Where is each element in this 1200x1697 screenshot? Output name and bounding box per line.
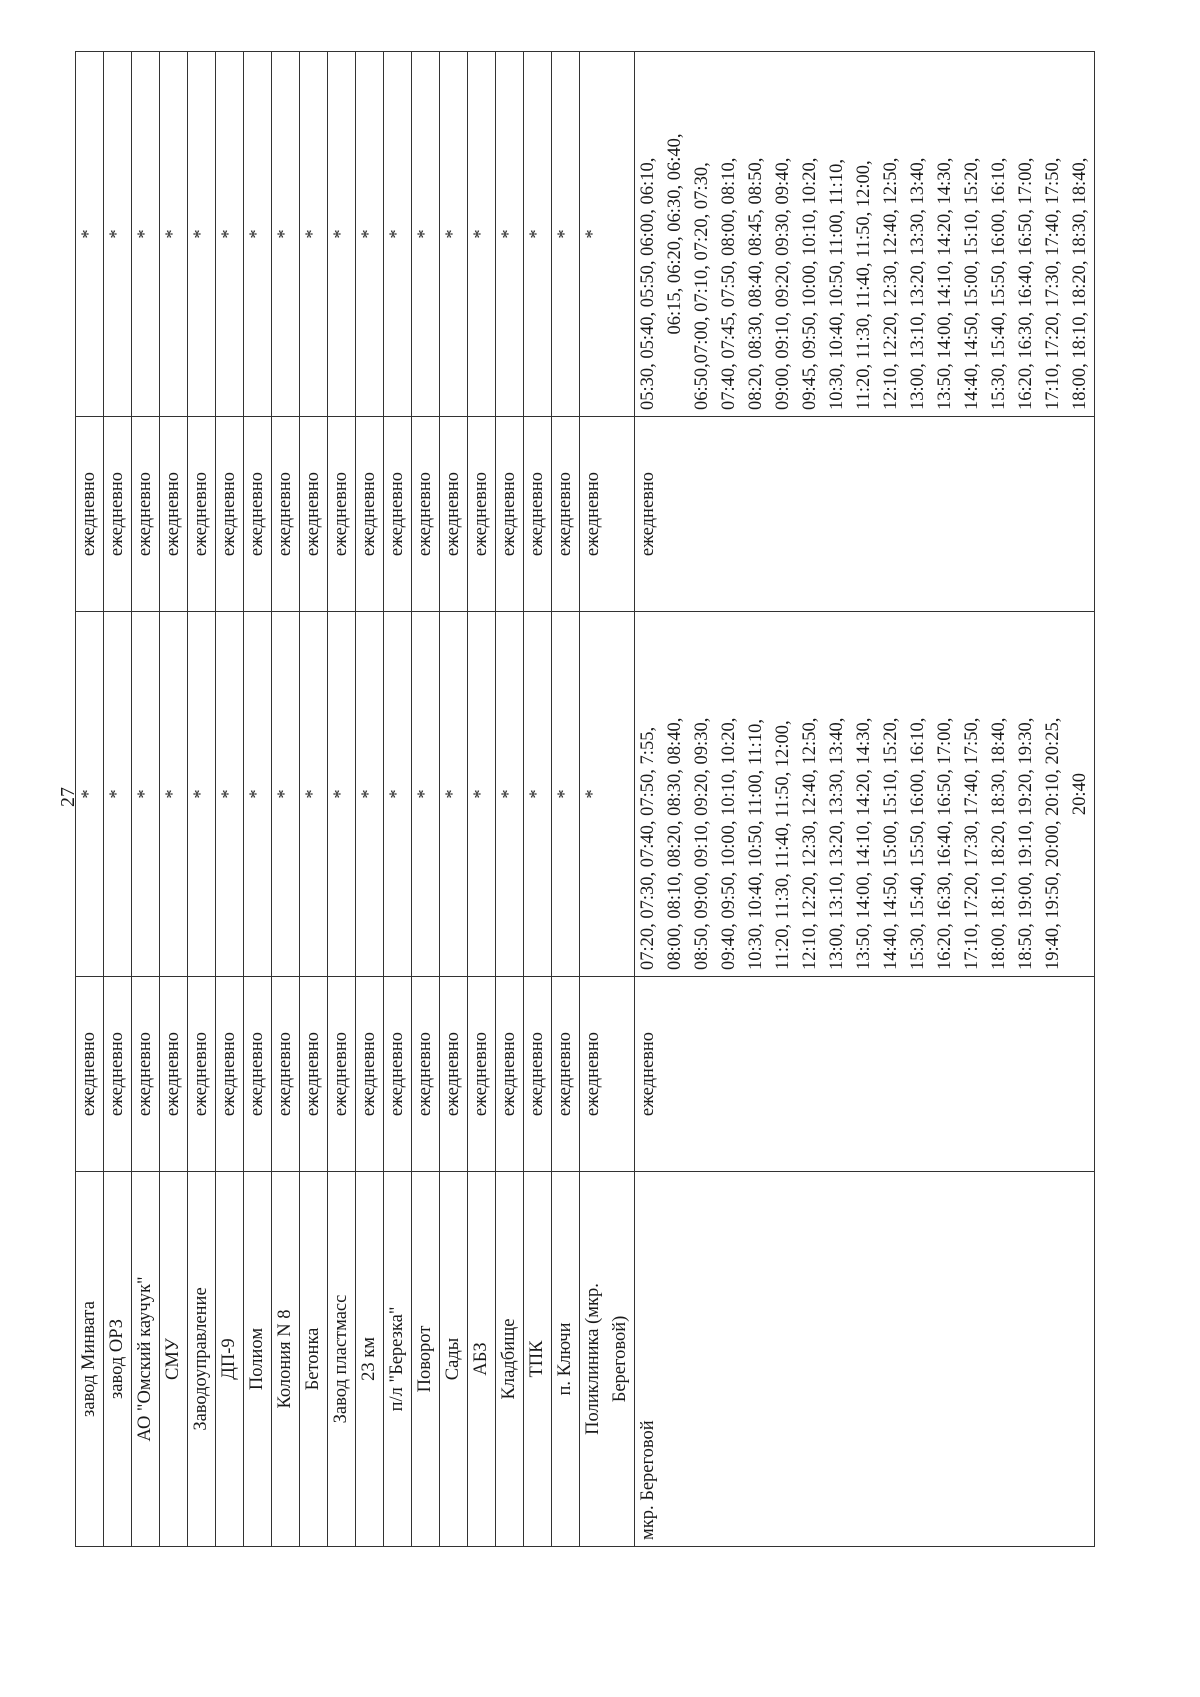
- table-row: [328, 52, 356, 1547]
- days-to: ежедневно: [160, 977, 188, 1172]
- time-line: 18:00, 18:10, 18:20, 18:30, 18:40,: [989, 717, 1009, 970]
- times-to: *: [160, 612, 188, 977]
- time-line: 14:40, 14:50, 15:00, 15:10, 15:20,: [962, 157, 982, 410]
- stop-name: ТПК: [524, 1172, 552, 1547]
- times-to: *: [356, 612, 384, 977]
- days-back: ежедневно: [635, 417, 1095, 612]
- days-back: ежедневно: [552, 417, 580, 612]
- table-row: [468, 52, 496, 1547]
- days-to: ежедневно: [104, 977, 132, 1172]
- time-line: 11:20, 11:30, 11:40, 11:50, 12:00,: [773, 720, 793, 970]
- times-back: *: [244, 52, 272, 417]
- times-to: *: [76, 612, 104, 977]
- time-line: 08:20, 08:30, 08:40, 08:45, 08:50,: [746, 157, 766, 410]
- time-line: 16:20, 16:30, 16:40, 16:50, 17:00,: [1016, 157, 1036, 410]
- days-to: ежедневно: [552, 977, 580, 1172]
- days-back: ежедневно: [132, 417, 160, 612]
- times-back: *: [272, 52, 300, 417]
- time-line: 08:00, 08:10, 08:20, 08:30, 08:40,: [665, 717, 685, 970]
- days-back: ежедневно: [244, 417, 272, 612]
- stop-name: Полиом: [244, 1172, 272, 1547]
- time-line: 20:40: [1070, 772, 1090, 816]
- table-row: [356, 52, 384, 1547]
- schedule-table: [75, 51, 1095, 1547]
- table-row: [244, 52, 272, 1547]
- table-row: [188, 52, 216, 1547]
- days-to: ежедневно: [635, 977, 1095, 1172]
- days-back: ежедневно: [300, 417, 328, 612]
- stop-name: п. Ключи: [552, 1172, 580, 1547]
- stop-name: Бетонка: [300, 1172, 328, 1547]
- days-to: ежедневно: [356, 977, 384, 1172]
- times-to: *: [104, 612, 132, 977]
- time-line: 10:30, 10:40, 10:50, 11:00, 11:10,: [827, 159, 847, 410]
- times-back-list: [635, 52, 1095, 417]
- days-to: ежедневно: [132, 977, 160, 1172]
- stop-name: АО "Омский каучук": [132, 1172, 160, 1547]
- schedule-table-rotated: [75, 72, 1130, 1547]
- times-back: *: [496, 52, 524, 417]
- time-line: 18:00, 18:10, 18:20, 18:30, 18:40,: [1070, 157, 1090, 410]
- table-row: [552, 52, 580, 1547]
- time-line: 11:20, 11:30, 11:40, 11:50, 12:00,: [854, 160, 874, 410]
- times-back: *: [552, 52, 580, 417]
- times-to: *: [412, 612, 440, 977]
- times-back: *: [132, 52, 160, 417]
- times-back: *: [580, 52, 635, 417]
- time-line: 13:00, 13:10, 13:20, 13:30, 13:40,: [908, 157, 928, 410]
- times-to: *: [524, 612, 552, 977]
- times-to: *: [188, 612, 216, 977]
- times-back: *: [160, 52, 188, 417]
- table-row: [76, 52, 104, 1547]
- time-line: 13:50, 14:00, 14:10, 14:20, 14:30,: [854, 717, 874, 970]
- times-back: *: [412, 52, 440, 417]
- time-line: 09:40, 09:50, 10:00, 10:10, 10:20,: [719, 717, 739, 970]
- table-row: [132, 52, 160, 1547]
- days-to: ежедневно: [216, 977, 244, 1172]
- stop-name: ДП-9: [216, 1172, 244, 1547]
- time-line: 06:15, 06:20, 06:30, 06:40,: [665, 133, 685, 335]
- times-to: *: [440, 612, 468, 977]
- days-back: ежедневно: [412, 417, 440, 612]
- time-line: 17:10, 17:20, 17:30, 17:40, 17:50,: [1043, 157, 1063, 410]
- days-to: ежедневно: [468, 977, 496, 1172]
- days-to: ежедневно: [76, 977, 104, 1172]
- days-to: ежедневно: [328, 977, 356, 1172]
- stop-name: АБЗ: [468, 1172, 496, 1547]
- days-to: ежедневно: [440, 977, 468, 1172]
- time-line: 05:30, 05:40, 05:50, 06:00, 06:10,: [638, 157, 658, 410]
- table-row: [216, 52, 244, 1547]
- stop-name: Завод пластмасс: [328, 1172, 356, 1547]
- times-back: *: [76, 52, 104, 417]
- days-back: ежедневно: [216, 417, 244, 612]
- days-back: ежедневно: [160, 417, 188, 612]
- time-line: 12:10, 12:20, 12:30, 12:40, 12:50,: [881, 157, 901, 410]
- table-row: [496, 52, 524, 1547]
- times-back: *: [468, 52, 496, 417]
- days-back: ежедневно: [440, 417, 468, 612]
- times-back: *: [188, 52, 216, 417]
- stop-name: завод Минвата: [76, 1172, 104, 1547]
- times-to: *: [300, 612, 328, 977]
- stop-name: Заводоуправление: [188, 1172, 216, 1547]
- time-line: 18:50, 19:00, 19:10, 19:20, 19:30,: [1016, 717, 1036, 970]
- times-back: *: [104, 52, 132, 417]
- days-back: ежедневно: [496, 417, 524, 612]
- table-row: [524, 52, 552, 1547]
- page-number: 27: [57, 787, 79, 807]
- days-back: ежедневно: [104, 417, 132, 612]
- times-back: *: [328, 52, 356, 417]
- days-to: ежедневно: [580, 977, 635, 1172]
- days-to: ежедневно: [384, 977, 412, 1172]
- times-to: *: [580, 612, 635, 977]
- days-back: ежедневно: [272, 417, 300, 612]
- times-to: *: [328, 612, 356, 977]
- times-back: *: [524, 52, 552, 417]
- days-back: ежедневно: [76, 417, 104, 612]
- times-back: *: [440, 52, 468, 417]
- times-back: *: [384, 52, 412, 417]
- times-to: *: [468, 612, 496, 977]
- time-line: 16:20, 16:30, 16:40, 16:50, 17:00,: [935, 717, 955, 970]
- time-line: 09:45, 09:50, 10:00, 10:10, 10:20,: [800, 157, 820, 410]
- time-line: 08:50, 09:00, 09:10, 09:20, 09:30,: [692, 717, 712, 970]
- time-line: 13:00, 13:10, 13:20, 13:30, 13:40,: [827, 717, 847, 970]
- days-back: ежедневно: [188, 417, 216, 612]
- days-back: ежедневно: [580, 417, 635, 612]
- time-line: 19:40, 19:50, 20:00, 20:10, 20:25,: [1043, 717, 1063, 970]
- stop-name: п/л "Березка": [384, 1172, 412, 1547]
- times-to: *: [384, 612, 412, 977]
- days-back: ежедневно: [328, 417, 356, 612]
- time-line: 09:00, 09:10, 09:20, 09:30, 09:40,: [773, 157, 793, 410]
- time-line: 13:50, 14:00, 14:10, 14:20, 14:30,: [935, 157, 955, 410]
- days-to: ежедневно: [300, 977, 328, 1172]
- stop-name: завод ОРЗ: [104, 1172, 132, 1547]
- table-row-final: [635, 52, 1095, 1547]
- table-row: [580, 52, 635, 1547]
- days-to: ежедневно: [272, 977, 300, 1172]
- times-to: *: [552, 612, 580, 977]
- days-to: ежедневно: [496, 977, 524, 1172]
- days-back: ежедневно: [468, 417, 496, 612]
- times-to: *: [132, 612, 160, 977]
- times-to: *: [244, 612, 272, 977]
- time-line: 07:40, 07:45, 07:50, 08:00, 08:10,: [719, 157, 739, 410]
- days-to: ежедневно: [244, 977, 272, 1172]
- stop-name: Сады: [440, 1172, 468, 1547]
- days-back: ежедневно: [384, 417, 412, 612]
- days-to: ежедневно: [412, 977, 440, 1172]
- stop-name: Поворот: [412, 1172, 440, 1547]
- schedule-rows: [76, 52, 1095, 1547]
- time-line: 06:50,07:00, 07:10, 07:20, 07:30,: [692, 162, 712, 410]
- table-row: [412, 52, 440, 1547]
- times-back: *: [300, 52, 328, 417]
- days-back: ежедневно: [356, 417, 384, 612]
- table-row: [440, 52, 468, 1547]
- time-line: 10:30, 10:40, 10:50, 11:00, 11:10,: [746, 719, 766, 970]
- time-line: 15:30, 15:40, 15:50, 16:00, 16:10,: [989, 157, 1009, 410]
- table-row: [300, 52, 328, 1547]
- time-line: 17:10, 17:20, 17:30, 17:40, 17:50,: [962, 717, 982, 970]
- times-to: *: [272, 612, 300, 977]
- times-to: *: [496, 612, 524, 977]
- time-line: 15:30, 15:40, 15:50, 16:00, 16:10,: [908, 717, 928, 970]
- stop-name: Колония N 8: [272, 1172, 300, 1547]
- days-back: ежедневно: [524, 417, 552, 612]
- stop-name: 23 км: [356, 1172, 384, 1547]
- time-line: 14:40, 14:50, 15:00, 15:10, 15:20,: [881, 717, 901, 970]
- table-row: [160, 52, 188, 1547]
- days-to: ежедневно: [524, 977, 552, 1172]
- times-back: *: [356, 52, 384, 417]
- time-line: 12:10, 12:20, 12:30, 12:40, 12:50,: [800, 717, 820, 970]
- stop-name: СМУ: [160, 1172, 188, 1547]
- stop-name: [580, 1172, 635, 1547]
- table-row: [272, 52, 300, 1547]
- table-row: [104, 52, 132, 1547]
- times-back: *: [216, 52, 244, 417]
- days-to: ежедневно: [188, 977, 216, 1172]
- time-line: 07:20, 07:30, 07:40, 07:50, 7:55,: [638, 726, 658, 970]
- stop-name: Кладбище: [496, 1172, 524, 1547]
- stop-name: мкр. Береговой: [635, 1172, 1095, 1547]
- table-row: [384, 52, 412, 1547]
- stop-name-line: Береговой): [610, 1315, 630, 1403]
- times-to-list: [635, 612, 1095, 977]
- times-to: *: [216, 612, 244, 977]
- stop-name-line: Поликлиника (мкр.: [583, 1283, 603, 1435]
